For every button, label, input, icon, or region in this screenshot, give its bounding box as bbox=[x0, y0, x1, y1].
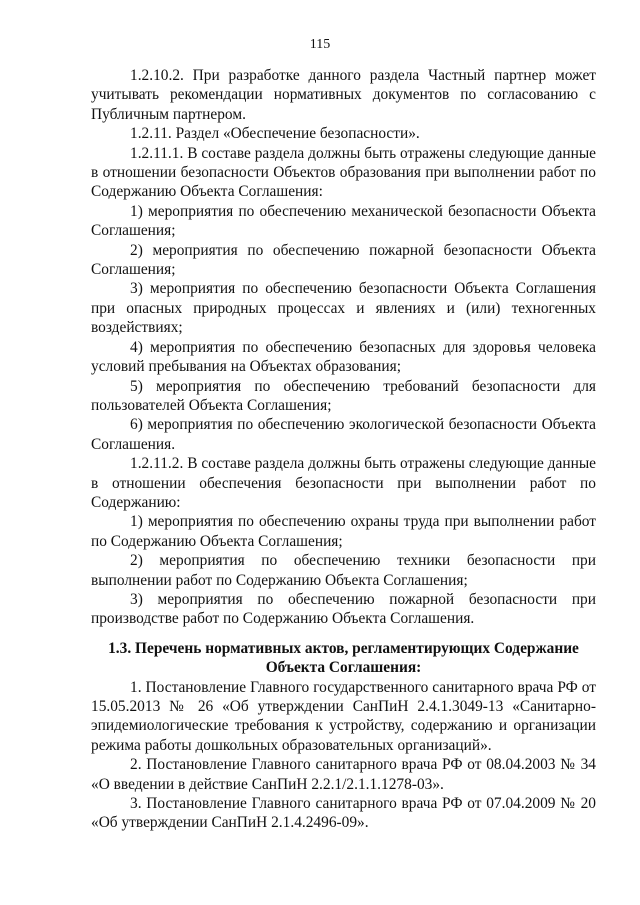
paragraph: 1.2.11.2. В составе раздела должны быть отражены следующие данные в отношении обеспечения безопасности при выполнении работ по Содержанию: bbox=[91, 455, 596, 511]
list-item: 4) мероприятия по обеспечению безопасных для здоровья человека условий пребывания на Объектах образования; bbox=[91, 338, 596, 376]
list-item: 2. Постановление Главного санитарного врача РФ от 08.04.2003 № 34 «О введении в действие СанПиН 2.2.1/2.1.1.1278-03». bbox=[91, 756, 596, 793]
paragraph: 1.2.11.1. В составе раздела должны быть отражены следующие данные в отношении безопасности Объектов образования при выполнении работ по Содержанию Объекта Соглашения: bbox=[91, 144, 596, 201]
section-heading: 1.3. Перечень нормативных актов, регламентирующих Содержание Объекта Соглашения: bbox=[108, 639, 579, 677]
list-item: 2) мероприятия по обеспечению техники безопасности при выполнении работ по Содержанию Объекта Соглашения; bbox=[91, 552, 596, 589]
list-item: 3) мероприятия по обеспечению пожарной безопасности при производстве работ по Содержанию Объекта Соглашения. bbox=[91, 590, 596, 628]
document-body bbox=[91, 66, 596, 833]
paragraph: 1.2.11. Раздел «Обеспечение безопасности». bbox=[130, 125, 420, 143]
paragraph: 1.2.10.2. При разработке данного раздела Частный партнер может учитывать рекомендации нормативных документов по согласованию с Публичным партнером. bbox=[91, 67, 596, 123]
list-item: 1. Постановление Главного государственного санитарного врача РФ от 15.05.2013 № 26 «Об утверждении СанПиН 2.4.1.3049-13 «Санитарно-эпидемиологические требования к устройству, содержанию и организации режима работы дошкольных образовательных организаций». bbox=[91, 678, 596, 754]
list-item: 2) мероприятия по обеспечению пожарной безопасности Объекта Соглашения; bbox=[91, 241, 596, 279]
list-item: 1) мероприятия по обеспечению механической безопасности Объекта Соглашения; bbox=[91, 202, 596, 240]
list-item: 3. Постановление Главного санитарного врача РФ от 07.04.2009 № 20 «Об утверждении СанПиН 2.1.4.2496-09». bbox=[91, 795, 596, 832]
list-item: 6) мероприятия по обеспечению экологической безопасности Объекта Соглашения. bbox=[91, 416, 596, 453]
page-number: 115 bbox=[309, 37, 331, 52]
list-item: 5) мероприятия по обеспечению требований безопасности для пользователей Объекта Соглашения; bbox=[91, 377, 596, 414]
list-item: 1) мероприятия по обеспечению охраны труда при выполнении работ по Содержанию Объекта Соглашения; bbox=[91, 513, 596, 550]
list-item: 3) мероприятия по обеспечению безопасности Объекта Соглашения при опасных природных процессах и явлениях и (или) техногенных воздействиях; bbox=[91, 280, 596, 337]
